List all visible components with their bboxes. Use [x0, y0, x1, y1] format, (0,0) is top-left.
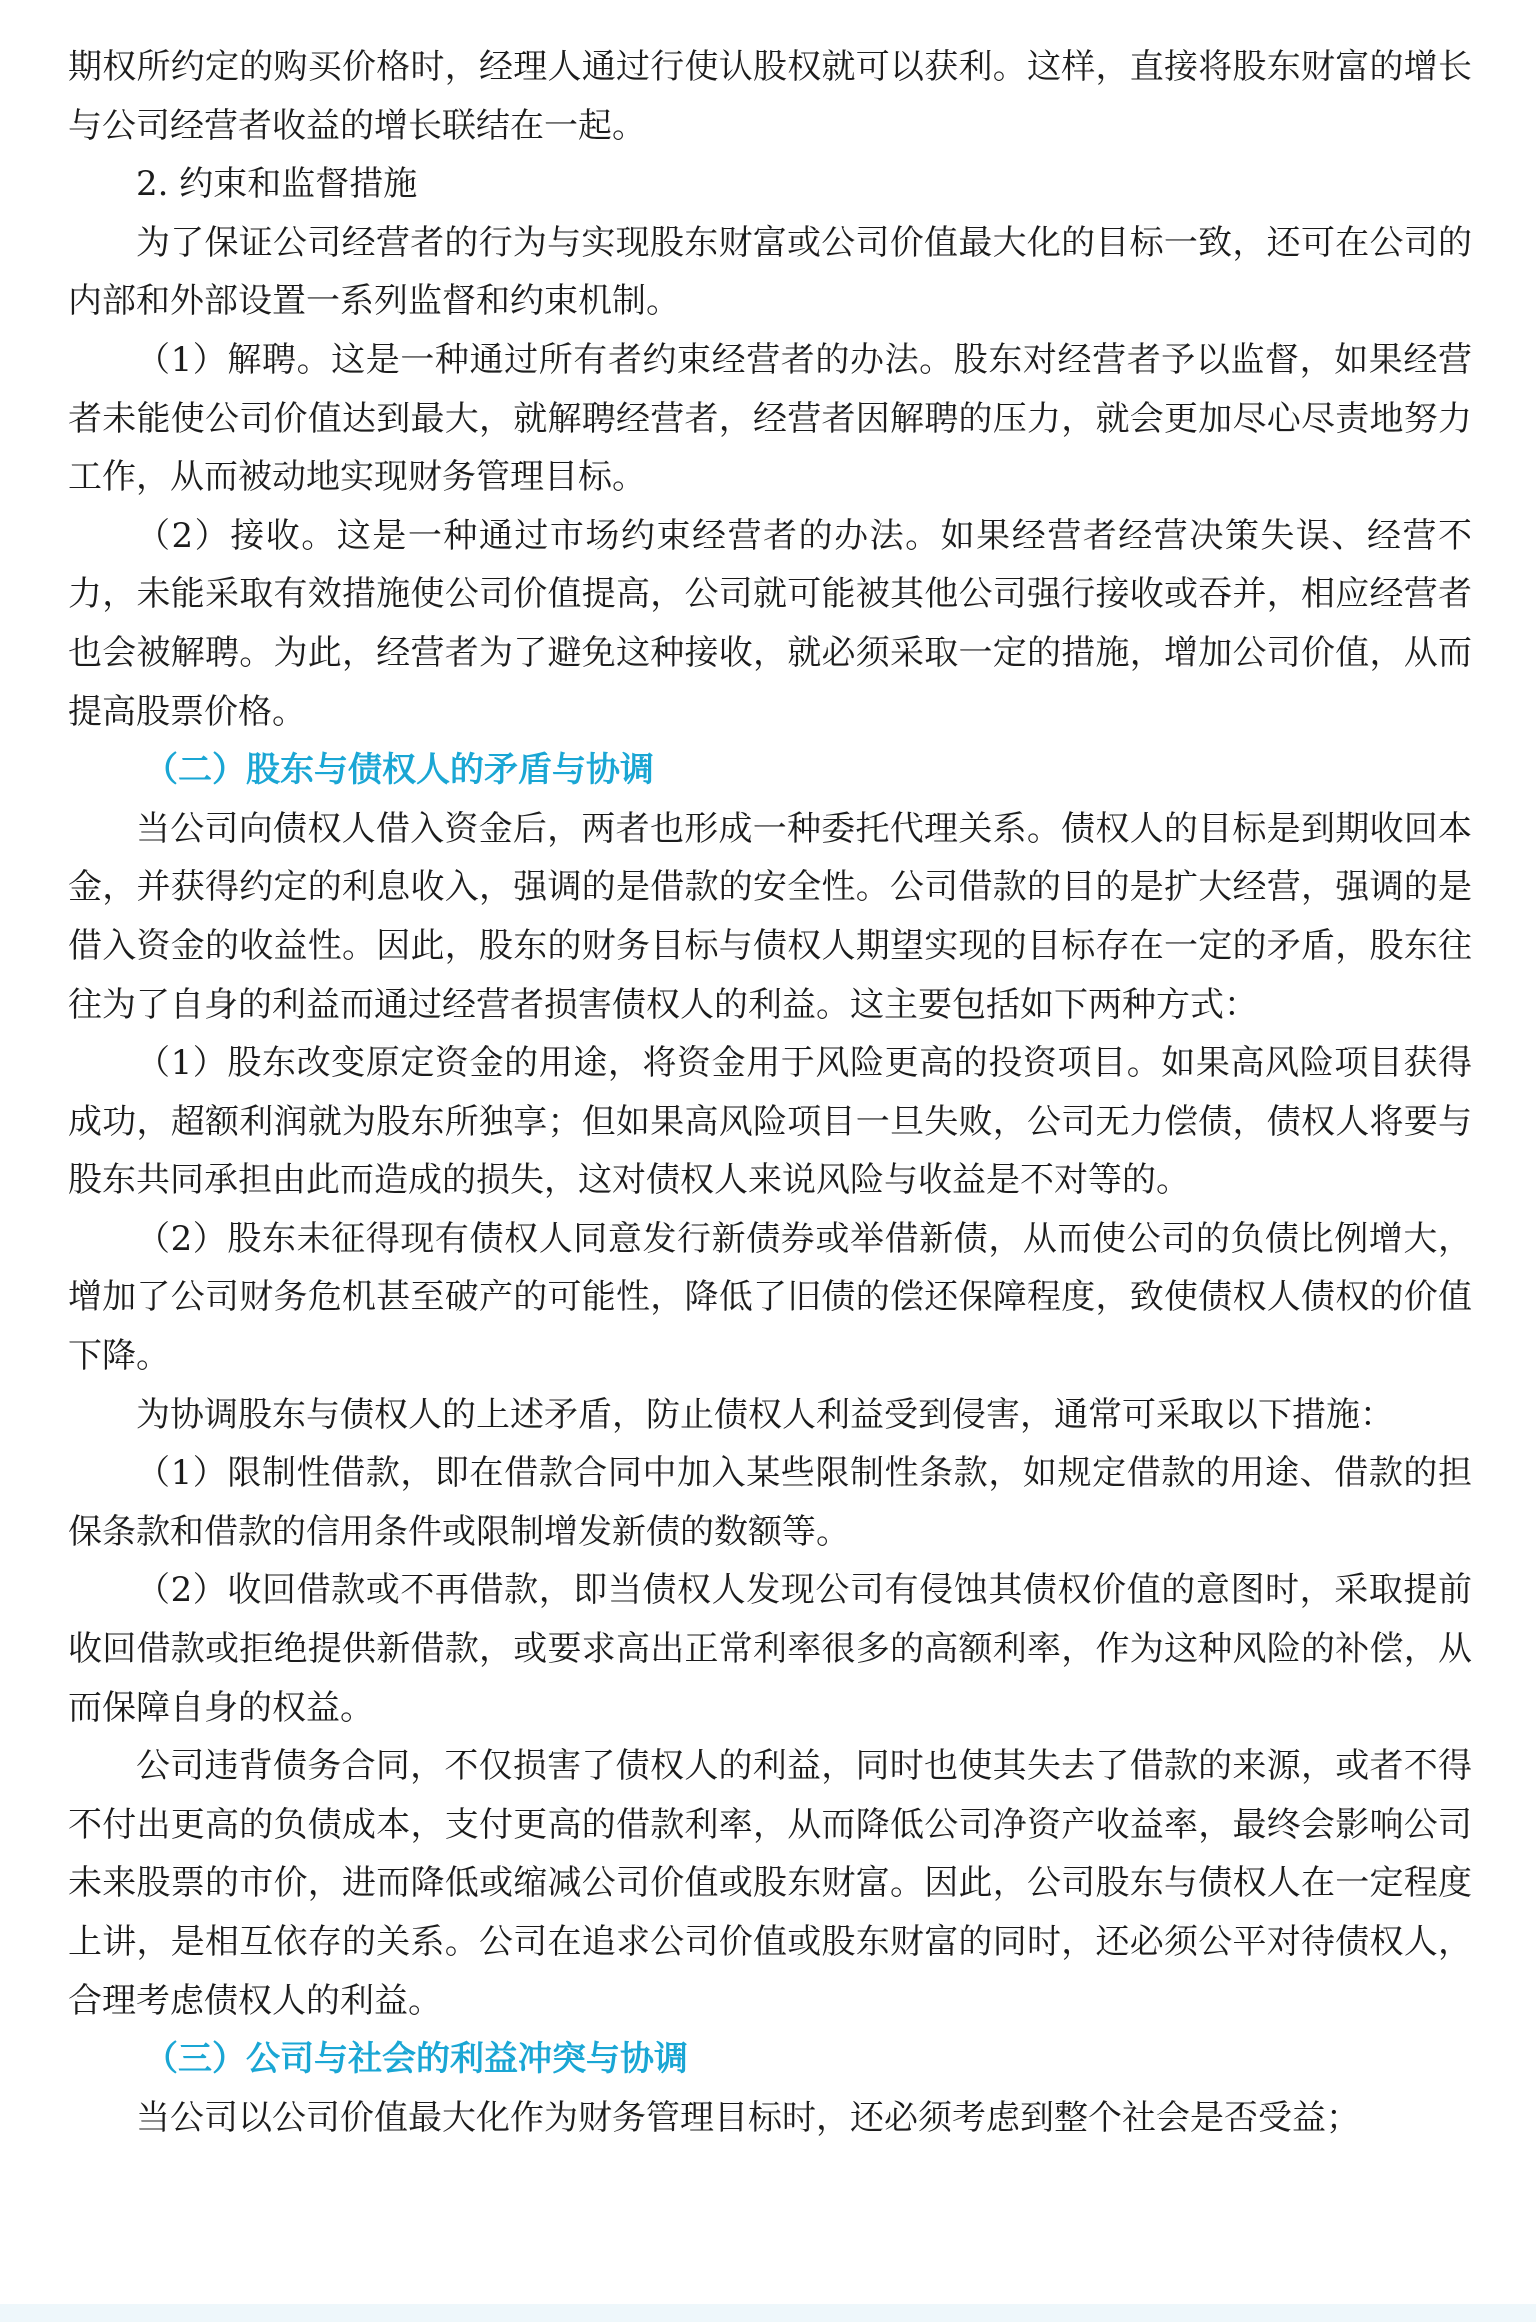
paragraph-body: 公司违背债务合同，不仅损害了债权人的利益，同时也使其失去了借款的来源，或者不得不付出更高的负债成本，支付更高的借款利率，从而降低公司净资产收益率，最终会影响公司未来股票的市价，进而降低或缩减公司价值或股东财富。因此，公司股东与债权人在一定程度上讲，是相互依存的关系。公司在追求公司价值或股东财富的同时，还必须公平对待债权人，合理考虑债权人的利益。 — [68, 1746, 1472, 2021]
paragraph-body: 为协调股东与债权人的上述矛盾，防止债权人利益受到侵害，通常可采取以下措施： — [136, 1394, 1394, 1435]
paragraph-takeover: （2）接收。这是一种通过市场约束经营者的办法。如果经营者经营决策失误、经营不力，未能采取有效措施使公司价值提高，公司就可能被其他公司强行接收或吞并，相应经营者也会被解聘。为此，经营者为了避免这种接收，就必须采取一定的措施，增加公司价值，从而提高股票价格。 — [68, 515, 1472, 732]
paragraph-body: 当公司以公司价值最大化作为财务管理目标时，还必须考虑到整个社会是否受益； — [136, 2097, 1360, 2138]
paragraph-dismissal: （1）解聘。这是一种通过所有者约束经营者的办法。股东对经营者予以监督，如果经营者未能使公司价值达到最大，就解聘经营者，经营者因解聘的压力，就会更加尽心尽责地努力工作，从而被动地实现财务管理目标。 — [68, 339, 1472, 498]
paragraph-list-item-1: （1）限制性借款，即在借款合同中加入某些限制性条款，如规定借款的用途、借款的担保条款和借款的信用条件或限制增发新债的数额等。 — [68, 1453, 1472, 1552]
paragraph-continuation: 期权所约定的购买价格时，经理人通过行使认股权就可以获利。这样，直接将股东财富的增长与公司经营者收益的增长联结在一起。 — [68, 47, 1472, 146]
document-body — [68, 38, 1472, 2147]
section-heading-shareholders-creditors: （二）股东与债权人的矛盾与协调 — [144, 750, 654, 791]
section-heading-company-society: （三）公司与社会的利益冲突与协调 — [144, 2039, 688, 2080]
paragraph-list-item-2: （2）股东未征得现有债权人同意发行新债券或举借新债，从而使公司的负债比例增大，增加了公司财务危机甚至破产的可能性，降低了旧债的偿还保障程度，致使债权人债权的价值下降。 — [68, 1218, 1472, 1377]
paragraph-list-item-2: （2）收回借款或不再借款，即当债权人发现公司有侵蚀其债权价值的意图时，采取提前收回借款或拒绝提供新借款，或要求高出正常利率很多的高额利率，作为这种风险的补偿，从而保障自身的权益。 — [68, 1570, 1472, 1728]
subheading-constraint-measures: 2. 约束和监督措施 — [136, 164, 418, 205]
paragraph-list-item-1: （1）股东改变原定资金的用途，将资金用于风险更高的投资项目。如果高风险项目获得成功，超额利润就为股东所独享；但如果高风险项目一旦失败，公司无力偿债，债权人将要与股东共同承担由此而造成的损失，这对债权人来说风险与收益是不对等的。 — [68, 1043, 1472, 1201]
page-bottom-band — [0, 2304, 1536, 2322]
paragraph-body: 为了保证公司经营者的行为与实现股东财富或公司价值最大化的目标一致，还可在公司的内部和外部设置一系列监督和约束机制。 — [68, 222, 1472, 322]
paragraph-body: 当公司向债权人借入资金后，两者也形成一种委托代理关系。债权人的目标是到期收回本金，并获得约定的利息收入，强调的是借款的安全性。公司借款的目的是扩大经营，强调的是借入资金的收益性。因此，股东的财务目标与债权人期望实现的目标存在一定的矛盾，股东往往为了自身的利益而通过经营者损害债权人的利益。这主要包括如下两种方式： — [68, 808, 1472, 1025]
